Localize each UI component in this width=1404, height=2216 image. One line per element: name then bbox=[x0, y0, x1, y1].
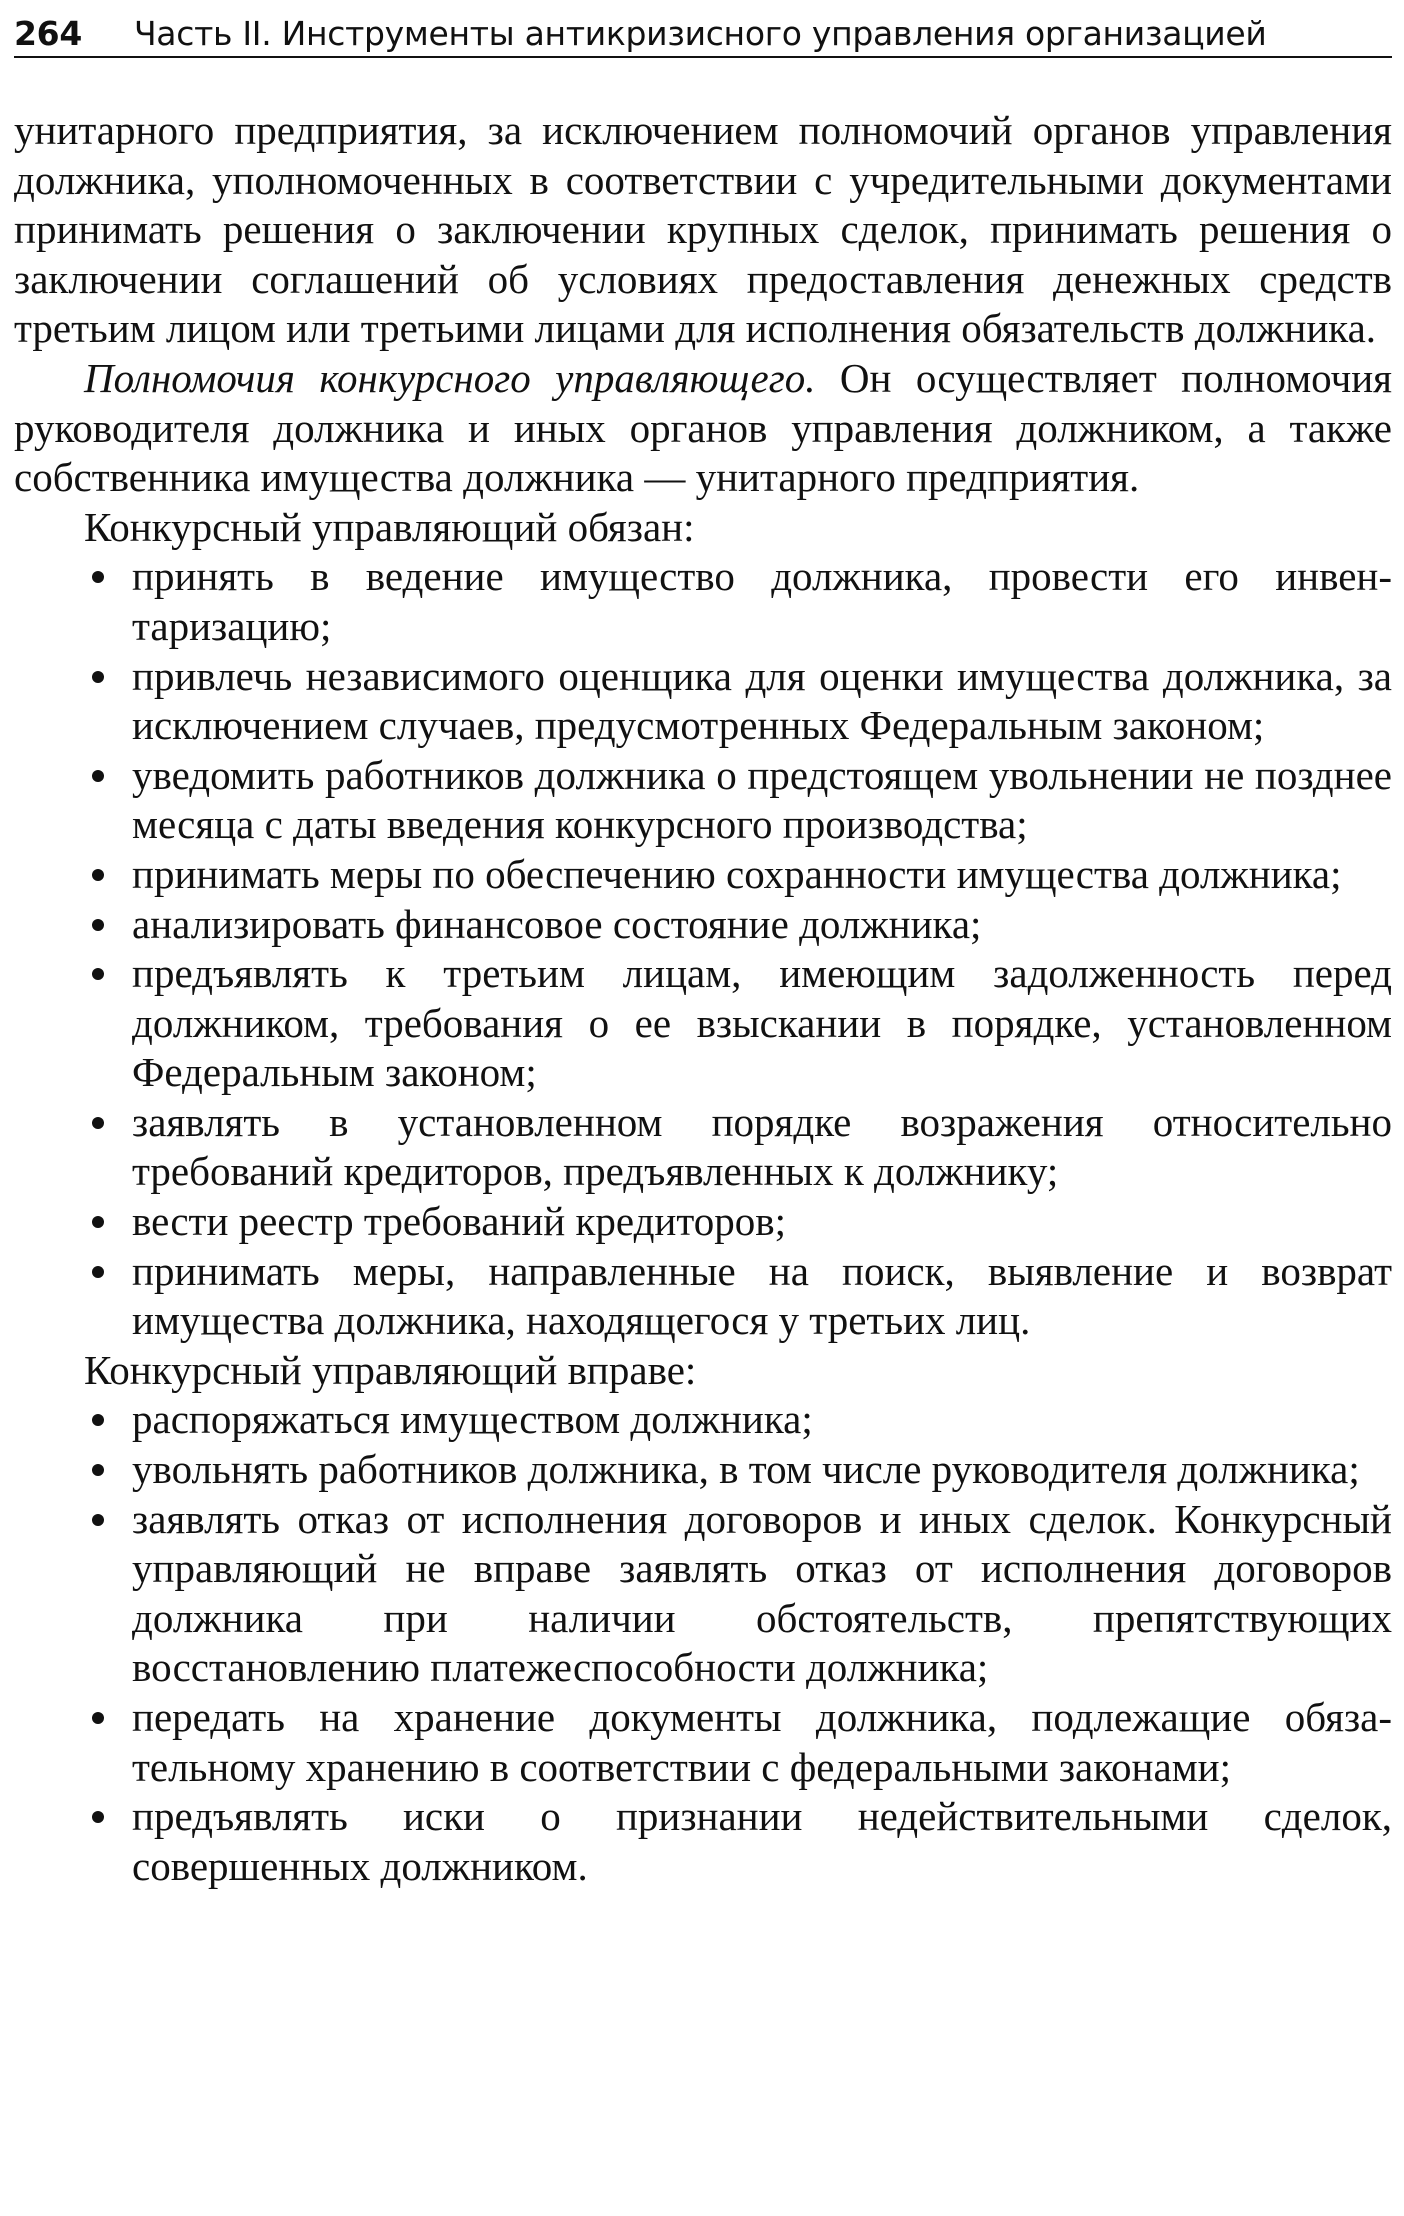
bullet-icon bbox=[92, 1216, 104, 1228]
obliged-intro: Конкурсный управляющий обязан: bbox=[84, 503, 695, 550]
list-item bbox=[132, 552, 1392, 651]
list-item-text: принимать меры, направленные на поиск, выявление и возврат имущества должника, находящегося у третьих лиц. bbox=[132, 1247, 1392, 1344]
paragraph-continuation: унитарного предприятия, за исключением полномочий органов управления должника, уполномоченных в соответствии с учредительными документами принимать решения о заключении крупных сделок, принимать решения о заключении соглашений об условиях предоставления денежных средств третьим лицом или третьими лицами для исполнения обязательств должника. bbox=[14, 107, 1392, 352]
list-item bbox=[132, 949, 1392, 1098]
bullet-icon bbox=[92, 869, 104, 881]
paragraph-heading-italic: Полномочия конкурсного управляющего. bbox=[84, 354, 816, 401]
list-item bbox=[132, 850, 1392, 900]
bullet-icon bbox=[92, 1811, 104, 1823]
bullet-icon bbox=[92, 671, 104, 683]
list-item bbox=[132, 1098, 1392, 1197]
obliged-list bbox=[14, 552, 1392, 1346]
body-text bbox=[14, 106, 1392, 1891]
list-item-text: увольнять работников должника, в том числе руководителя должника; bbox=[132, 1446, 1360, 1493]
list-item bbox=[132, 751, 1392, 850]
list-item bbox=[132, 1495, 1392, 1693]
list-item bbox=[132, 900, 1392, 950]
list-item bbox=[132, 1693, 1392, 1792]
bullet-icon bbox=[92, 770, 104, 782]
bullet-icon bbox=[92, 919, 104, 931]
entitled-intro: Конкурсный управляющий вправе: bbox=[84, 1346, 697, 1393]
bullet-icon bbox=[92, 1712, 104, 1724]
list-item bbox=[132, 652, 1392, 751]
list-item-text: вести реестр требований кредиторов; bbox=[132, 1198, 786, 1245]
list-item bbox=[132, 1197, 1392, 1247]
list-item bbox=[132, 1792, 1392, 1891]
list-item-text: привлечь независимого оценщика для оценки имущества должника, за исключением случаев, предусмотренных Федеральным законом; bbox=[132, 652, 1392, 749]
running-head bbox=[14, 12, 1392, 58]
book-page bbox=[14, 12, 1392, 1891]
bullet-icon bbox=[92, 571, 104, 583]
bullet-icon bbox=[92, 1414, 104, 1426]
paragraph-powers-text: Он осуществляет полномочия руководителя должника и иных органов управления должником, а также собственника имущества должника — унитарного предприятия. bbox=[14, 354, 1393, 501]
paragraph-powers bbox=[14, 354, 1392, 503]
list-item-text: распоряжаться имуществом должника; bbox=[132, 1396, 813, 1443]
list-item-text: принять в ведение имущество должника, провести его инвентаризацию; bbox=[132, 553, 1392, 649]
page-number: 264 bbox=[14, 14, 82, 53]
list-item-text: уведомить работников должника о предстоящем увольнении не позднее месяца с даты введения конкурсного производства; bbox=[132, 751, 1392, 848]
bullet-icon bbox=[92, 1464, 104, 1476]
entitled-list bbox=[14, 1395, 1392, 1891]
list-item-text: предъявлять к третьим лицам, имеющим задолженность перед должником, требования о ее взыскании в порядке, установленном Федеральным законом; bbox=[132, 950, 1392, 1096]
list-item bbox=[132, 1445, 1392, 1495]
list-item-text: анализировать финансовое состояние должника; bbox=[132, 900, 982, 947]
running-title: Часть II. Инструменты антикризисного управления организацией bbox=[133, 14, 1267, 53]
bullet-icon bbox=[92, 968, 104, 980]
bullet-icon bbox=[92, 1514, 104, 1526]
list-item bbox=[132, 1247, 1392, 1346]
list-item-text: заявлять в установленном порядке возражения относительно требований кредиторов, предъявленных к должнику; bbox=[132, 1098, 1392, 1195]
list-item-text: передать на хранение документы должника, подлежащие обязательному хранению в соответствии с федеральными законами; bbox=[132, 1694, 1392, 1790]
list-item bbox=[132, 1395, 1392, 1445]
list-item-text: предъявлять иски о признании недействительными сделок, совершенных должником. bbox=[132, 1793, 1392, 1889]
list-item-text: принимать меры по обеспечению сохранности имущества должника; bbox=[132, 850, 1342, 897]
bullet-icon bbox=[92, 1117, 104, 1129]
list-item-text: заявлять отказ от исполнения договоров и иных сделок. Конкурсный управляющий не вправе заявлять отказ от исполнения договоров должника при наличии обстоятельств, препятствующих восстановлению платежеспособности должника; bbox=[132, 1495, 1392, 1691]
bullet-icon bbox=[92, 1266, 104, 1278]
